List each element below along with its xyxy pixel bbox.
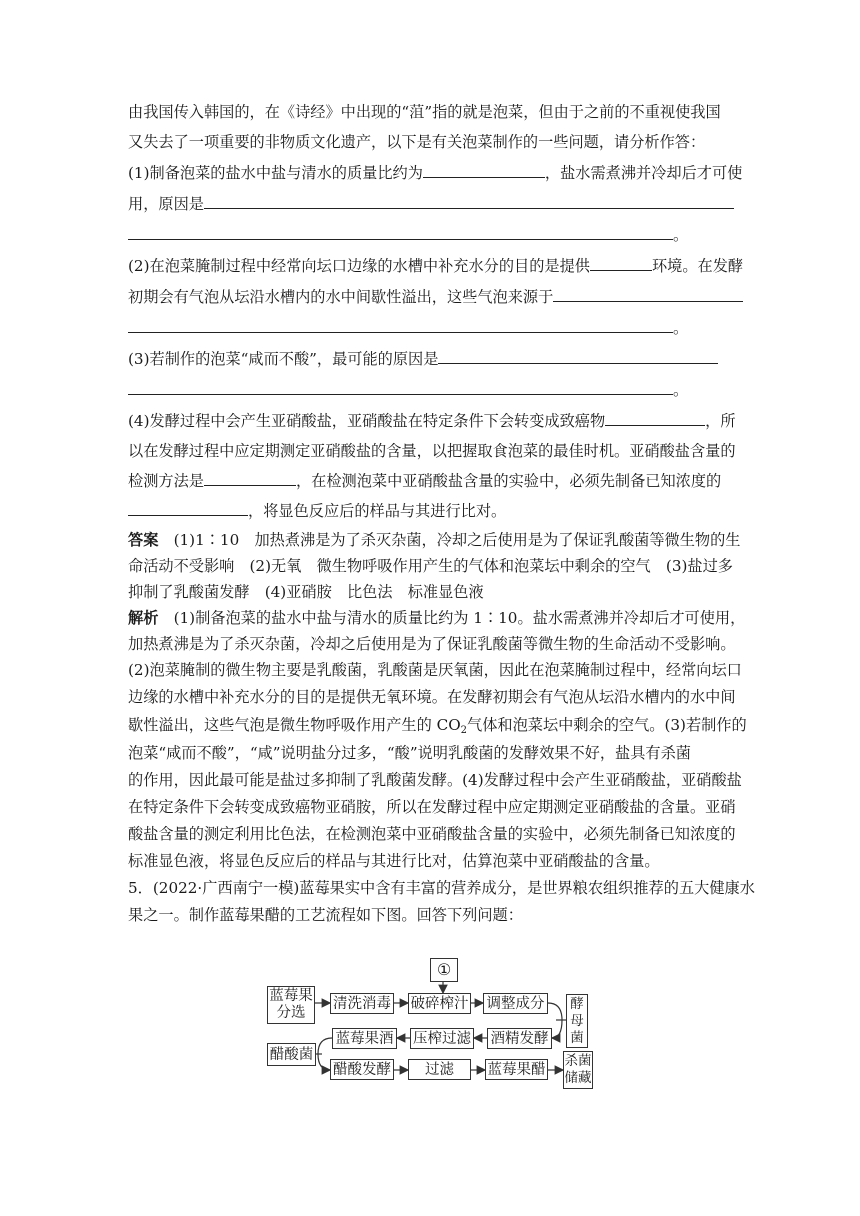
q1-text-a: (1)制备泡菜的盐水中盐与清水的质量比约为 <box>128 164 423 182</box>
flow-box-clean: 清洗消毒 <box>330 993 394 1014</box>
flow-box-alcohol-ferm: 酒精发酵 <box>487 1028 552 1049</box>
question-5-line-1: 5．(2022·广西南宁一模)蓝莓果实中含有丰富的营养成分，是世界粮农组织推荐的五大健康水 <box>128 879 755 897</box>
question-4-line-1 <box>128 410 738 432</box>
answer-line-1 <box>128 529 741 551</box>
q1-text-c: 用，原因是 <box>128 195 204 213</box>
q4-text-f: ，将显色反应后的样品与其进行比对。 <box>248 502 507 520</box>
q2-text-a: (2)在泡菜腌制过程中经常向坛口边缘的水槽中补充水分的目的是提供 <box>128 257 590 275</box>
q1-blank-3 <box>128 224 673 240</box>
flow-step-circle-1: ① <box>430 958 458 982</box>
analysis-line-2: 加热煮沸是为了杀灭杂菌，冷却之后使用是为了保证乳酸菌等微生物的生命活动不受影响。 <box>128 635 736 653</box>
question-5-line-2: 果之一。制作蓝莓果醋的工艺流程如下图。回答下列问题： <box>128 906 523 924</box>
q1-blank-2 <box>204 193 734 209</box>
q4-blank-3 <box>128 500 248 516</box>
question-1-line-2 <box>128 193 738 215</box>
flow-box-acetobacter: 醋酸菌 <box>267 1043 316 1066</box>
analysis-line-4: 边缘的水槽中补充水分的目的是提供无氧环境。在发酵初期会有气泡从坛沿水槽内的水中间 <box>128 688 736 706</box>
q3-end: 。 <box>673 381 689 399</box>
analysis-label: 解析 <box>128 609 159 627</box>
co2-subscript: 2 <box>460 725 468 736</box>
q2-text-b: 环境。在发酵 <box>651 257 744 275</box>
analysis-line-9: 酸盐含量的测定利用比色法，在检测泡菜中亚硝酸盐含量的实验中，必须先制备已知浓度的 <box>128 825 736 843</box>
question-4-line-3 <box>128 470 738 492</box>
q3-blank-2 <box>128 379 673 395</box>
q4-blank-1 <box>605 410 705 426</box>
question-1-line-1 <box>128 162 743 184</box>
question-1-line-3 <box>128 224 738 246</box>
analysis-line-7: 的作用，因此最可能是盐过多抑制了乳酸菌发酵。(4)发酵过程中会产生亚硝酸盐，亚硝酸盐 <box>128 771 742 789</box>
analysis-text-5b: 气体和泡菜坛中剩余的空气。(3)若制作的 <box>467 716 747 734</box>
q2-blank-2 <box>553 286 743 302</box>
intro-line-2: 又失去了一项重要的非物质文化遗产，以下是有关泡菜制作的一些问题，请分析作答： <box>128 133 706 151</box>
q4-text-b: ，所 <box>705 412 736 430</box>
q1-end: 。 <box>673 226 689 244</box>
flow-box-yeast: 酵 母 菌 <box>566 994 588 1048</box>
question-2-line-1 <box>128 255 744 277</box>
question-3-line-2 <box>128 379 738 401</box>
answer-line-3: 抑制了乳酸菌发酵 (4)亚硝胺 比色法 标准显色液 <box>128 583 484 601</box>
question-2-line-3 <box>128 317 738 339</box>
flow-box-wine: 蓝莓果酒 <box>332 1028 397 1049</box>
intro-line-1: 由我国传入韩国的，在《诗经》中出现的“菹”指的就是泡菜，但由于之前的不重视使我国 <box>128 103 721 121</box>
q2-end: 。 <box>673 319 689 337</box>
answer-label: 答案 <box>128 531 159 549</box>
flow-box-sterilize: 杀菌 储藏 <box>563 1051 593 1089</box>
flow-box-adjust: 调整成分 <box>483 993 548 1014</box>
question-3-line-1 <box>128 348 738 370</box>
analysis-line-5 <box>128 714 747 742</box>
analysis-line-10: 标准显色液，将显色反应后的样品与其进行比对，估算泡菜中亚硝酸盐的含量。 <box>128 852 660 870</box>
q2-blank-3 <box>128 317 673 333</box>
answer-line-2: 命活动不受影响 (2)无氧 微生物呼吸作用产生的气体和泡菜坛中剩余的空气 (3)盐过多 <box>128 557 733 575</box>
analysis-line-3: (2)泡菜腌制的微生物主要是乳酸菌，乳酸菌是厌氧菌，因此在泡菜腌制过程中，经常向坛口 <box>128 661 742 679</box>
q3-blank-1 <box>438 348 718 364</box>
q1-text-b: ，盐水需煮沸并冷却后才可使 <box>544 164 743 182</box>
analysis-text-5a: 歇性溢出，这些气泡是微生物呼吸作用产生的 CO <box>128 716 461 734</box>
analysis-line-8: 在特定条件下会转变成致癌物亚硝胺，所以在发酵过程中应定期测定亚硝酸盐的含量。亚硝 <box>128 798 736 816</box>
flow-box-crush: 破碎榨汁 <box>408 993 471 1014</box>
q4-text-a: (4)发酵过程中会产生亚硝酸盐，亚硝酸盐在特定条件下会转变成致癌物 <box>128 412 606 430</box>
analysis-line-6: 泡菜“咸而不酸”，“咸”说明盐分过多，“酸”说明乳酸菌的发酵效果不好，盐具有杀菌 <box>128 744 691 762</box>
question-2-line-2 <box>128 286 738 308</box>
analysis-text-1: (1)制备泡菜的盐水中盐与清水的质量比约为 1∶10。盐水需煮沸并冷却后才可使用， <box>173 609 746 627</box>
flow-box-filter: 过滤 <box>408 1059 471 1080</box>
analysis-line-1 <box>128 607 746 629</box>
q4-text-e: ，在检测泡菜中亚硝酸盐含量的实验中，必须先制备已知浓度的 <box>295 472 722 490</box>
q2-blank-1 <box>590 255 652 271</box>
q4-text-d: 检测方法是 <box>128 472 204 490</box>
question-4-line-4 <box>128 500 738 522</box>
q4-blank-2 <box>204 470 296 486</box>
flow-box-vinegar: 蓝莓果醋 <box>485 1059 548 1080</box>
flow-box-select: 蓝莓果 分选 <box>267 986 315 1024</box>
question-4-line-2: 以在发酵过程中应定期测定亚硝酸盐的含量，以把握取食泡菜的最佳时机。亚硝酸盐含量的 <box>128 442 736 460</box>
flow-box-press: 压榨过滤 <box>410 1028 474 1049</box>
answer-text-1: (1)1∶10 加热煮沸是为了杀灭杂菌，冷却之后使用是为了保证乳酸菌等微生物的生 <box>173 531 741 549</box>
q1-blank-1 <box>423 162 545 178</box>
q2-text-c: 初期会有气泡从坛沿水槽内的水中间歇性溢出，这些气泡来源于 <box>128 288 554 306</box>
q3-text-a: (3)若制作的泡菜“咸而不酸”，最可能的原因是 <box>128 350 439 368</box>
flow-box-acetic-ferm: 醋酸发酵 <box>330 1059 394 1080</box>
